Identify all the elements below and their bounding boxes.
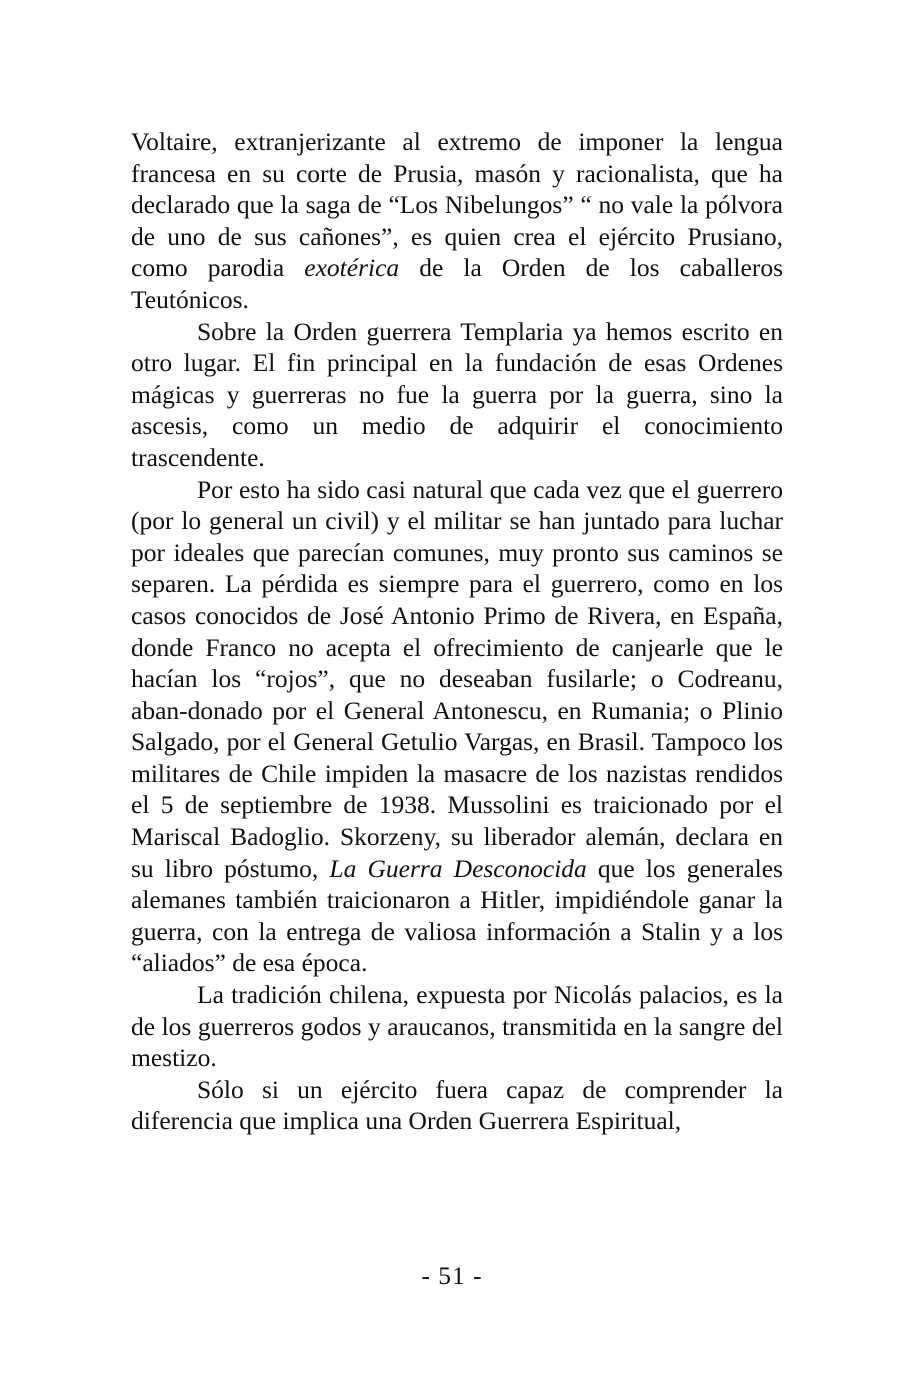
paragraph-text: Por esto ha sido casi natural que cada vez que el guerrero (por lo general un civil) y el militar se han juntado para luchar por ideales que parecían comunes, muy pronto sus caminos se separen. La pérdida es siempre para el guerrero, como en los casos conocidos de José Antonio Primo de Rivera, en España, donde Franco no acepta el ofrecimiento de canjearle que le hacían los “rojos”, que no deseaban fusilarle; o Codreanu, aban-donado por el General Antonescu, en Rumania; o Plinio Salgado, por el General Getulio Vargas, en Brasil. Tampoco los militares de Chile impiden la masacre de los nazistas rendidos el 5 de septiembre de 1938. Mussolini es traicionado por el Mariscal Badoglio. Skorzeny, su liberador alemán, declara en su libro póstumo, — [131, 474, 783, 883]
paragraph-text: que los generales alemanes también traicionaron a Hitler, impidiéndole ganar la guerra, con la entrega de valiosa información a Stalin y a los “aliados” de esa época. — [131, 853, 783, 978]
italic-book-title: La Guerra Desconocida — [329, 853, 587, 883]
paragraph-guerrero-militar — [131, 474, 783, 980]
paragraph-text: de la Orden de los caballeros Teutónicos. — [131, 253, 783, 314]
paragraph-orden-espiritual — [131, 1074, 783, 1137]
paragraph-text: La tradición chilena, expuesta por Nicolás palacios, es la de los guerreros godos y araucanos, transmitida en la sangre del mestizo. — [131, 980, 783, 1073]
paragraph-text: Sólo si un ejército fuera capaz de comprender la diferencia que implica una Orden Guerrera Espiritual, — [131, 1074, 783, 1136]
body-text — [131, 126, 783, 1137]
italic-term: exotérica — [304, 253, 400, 283]
page-number: - 51 - — [421, 1261, 483, 1290]
paragraph-tradicion-chilena — [131, 979, 783, 1074]
paragraph-voltaire — [131, 126, 783, 316]
paragraph-text: Sobre la Orden guerrera Templaria ya hemos escrito en otro lugar. El fin principal en la fundación de esas Ordenes mágicas y guerreras no fue la guerra por la guerra, sino la ascesis, como un medio de adquirir el conocimiento trascendente. — [131, 316, 783, 472]
paragraph-text: Voltaire, extranjerizante al extremo de imponer la lengua francesa en su corte de Prusia, masón y racionalista, que ha declarado que la saga de “Los Nibelungos” “ no vale la pólvora de uno de sus cañones”, es quien crea el ejército Prusiano, como parodia — [131, 127, 783, 283]
paragraph-templaria — [131, 316, 783, 474]
